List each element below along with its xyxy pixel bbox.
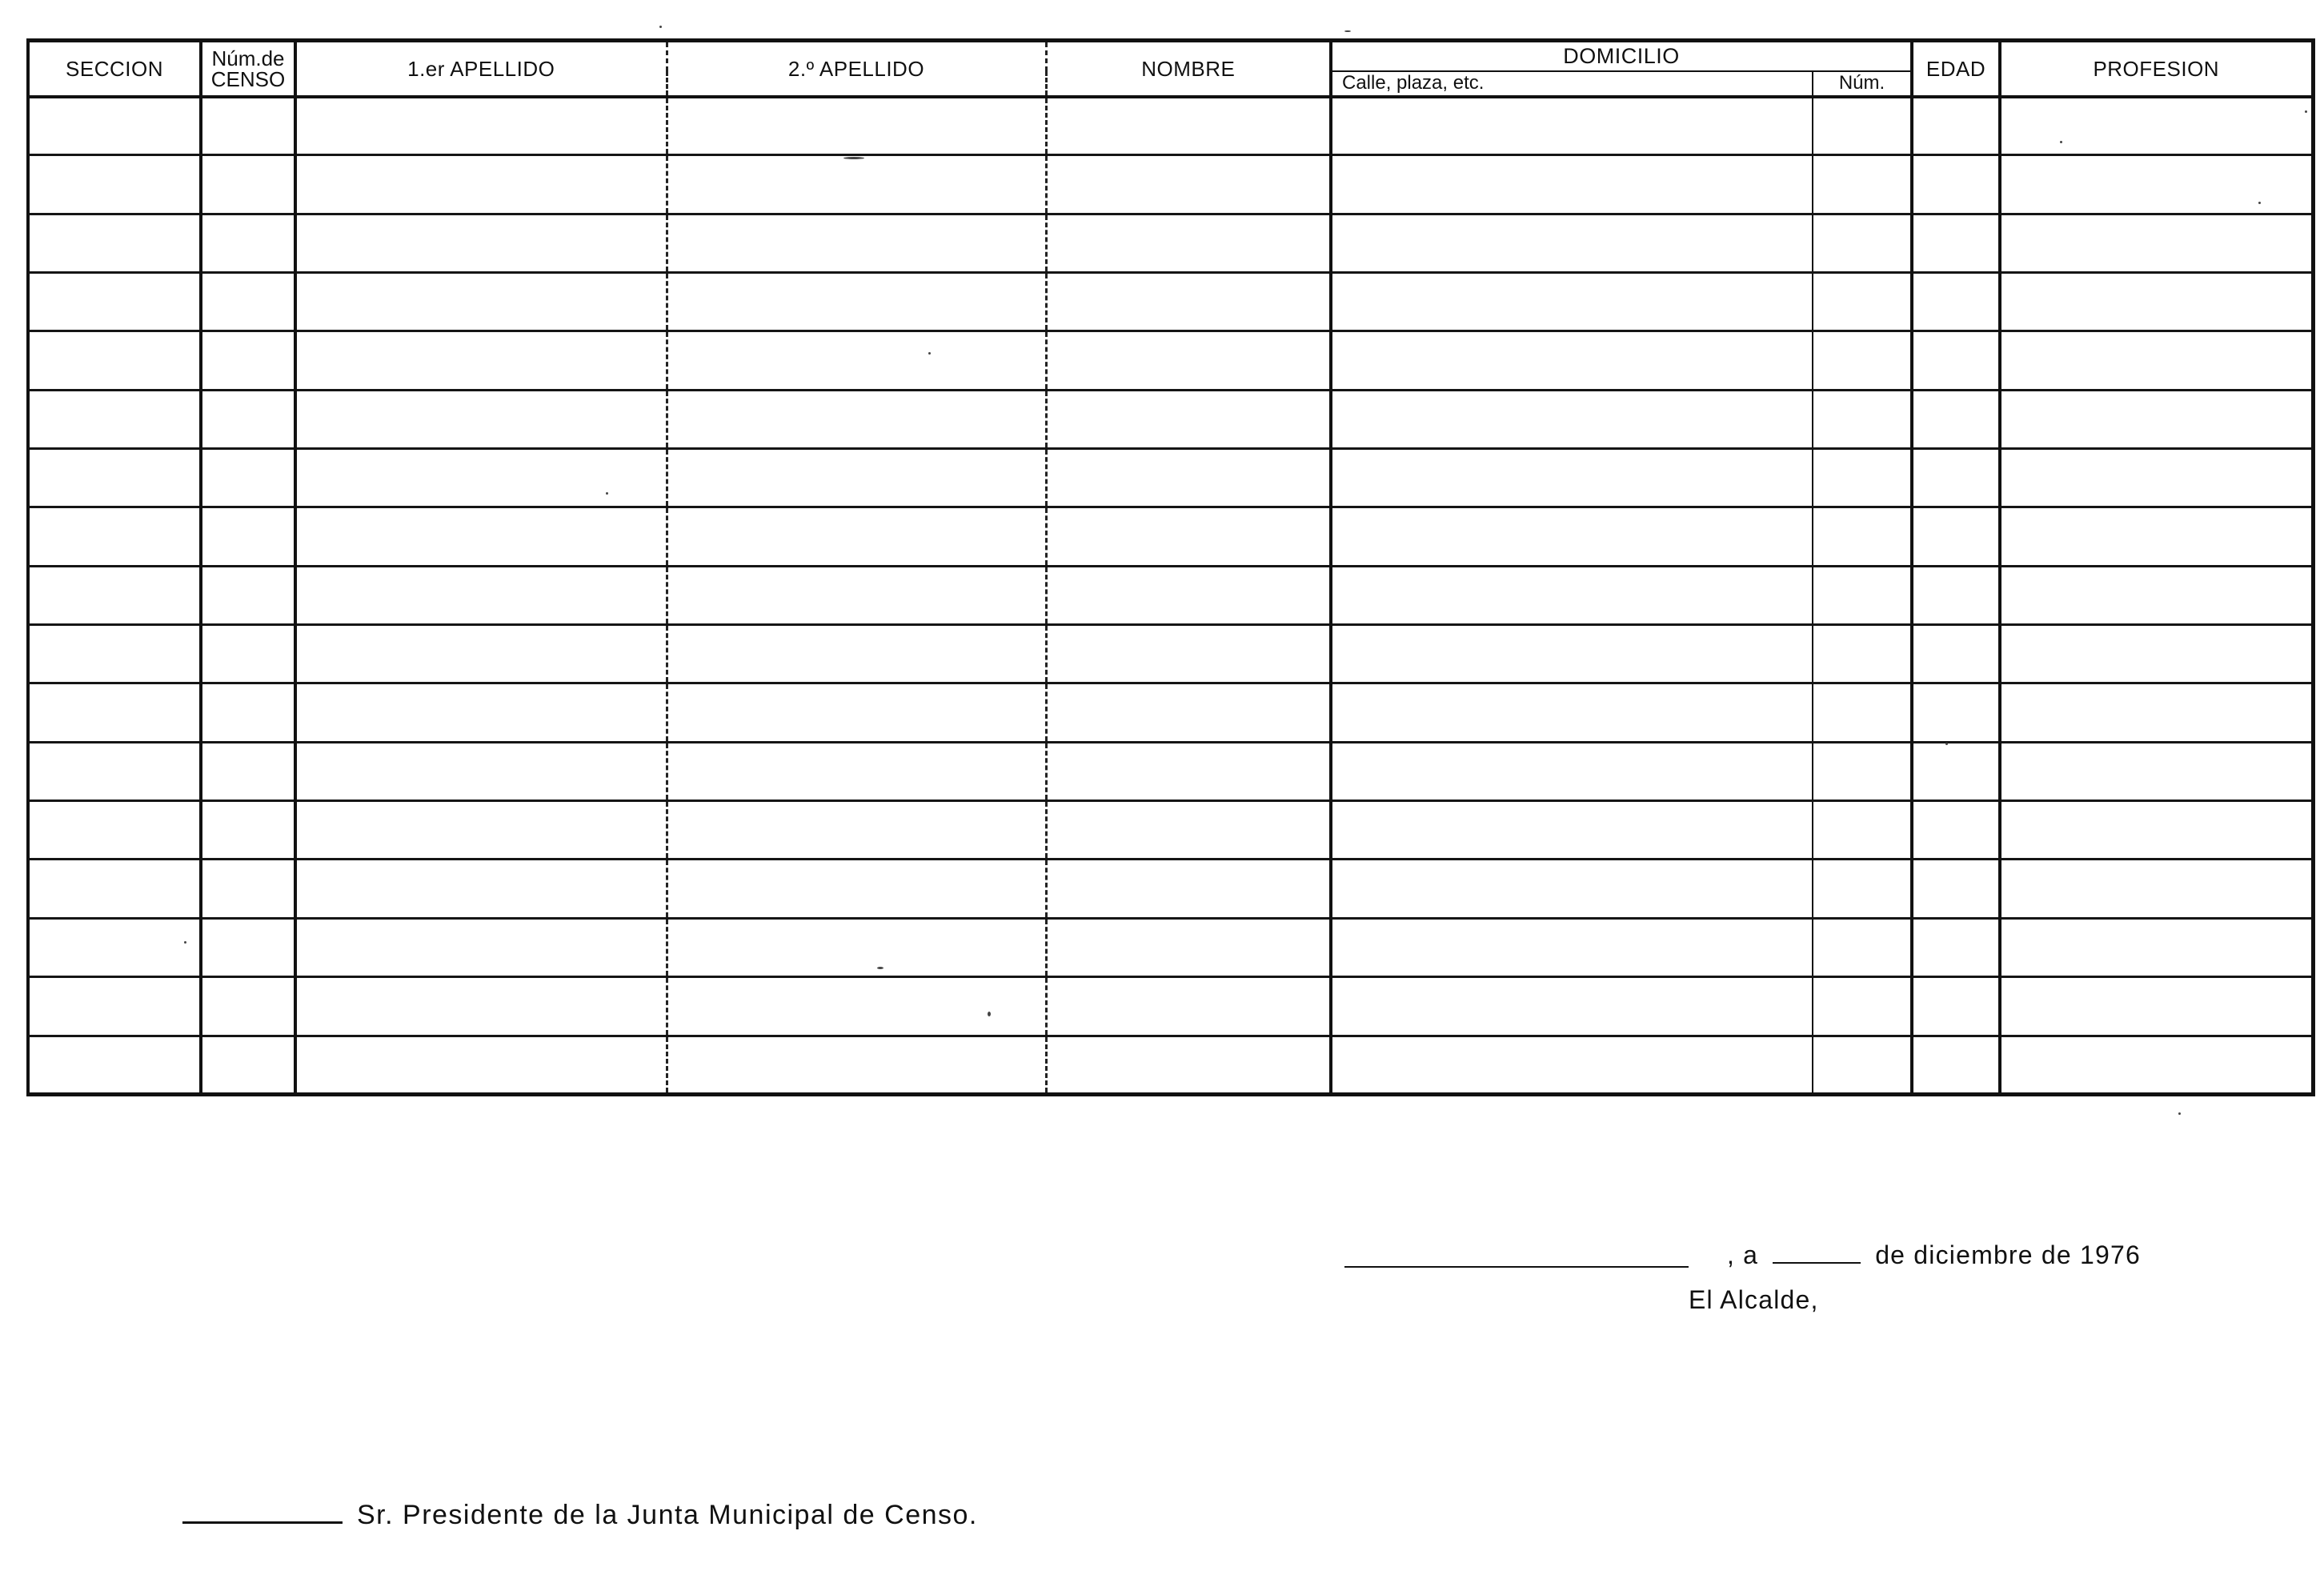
cell-num-censo[interactable] [201, 742, 295, 800]
scan-speck [2178, 1112, 2181, 1115]
cell-apellido-1[interactable] [295, 449, 667, 507]
cell-apellido-1[interactable] [295, 390, 667, 448]
cell-num-censo[interactable] [201, 155, 295, 214]
cell-profesion[interactable] [2000, 683, 2313, 742]
cell-seccion[interactable] [28, 390, 201, 448]
header-domicilio-calle: Calle, plaza, etc. [1331, 71, 1813, 97]
scan-speck [659, 26, 662, 28]
cell-domicilio-calle[interactable] [1331, 449, 1813, 507]
addressee-text: Sr. Presidente de la Junta Municipal de Censo. [357, 1500, 978, 1530]
cell-apellido-2[interactable] [667, 977, 1046, 1036]
cell-domicilio-calle[interactable] [1331, 507, 1813, 566]
cell-apellido-1[interactable] [295, 507, 667, 566]
cell-profesion[interactable] [2000, 97, 2313, 155]
header-num-censo [201, 41, 295, 97]
addressee-blank-line [182, 1521, 343, 1524]
cell-apellido-2[interactable] [667, 507, 1046, 566]
cell-nombre[interactable] [1046, 214, 1331, 272]
cell-domicilio-num[interactable] [1813, 860, 1912, 918]
cell-num-censo[interactable] [201, 566, 295, 624]
cell-edad[interactable] [1912, 273, 2000, 331]
cell-edad[interactable] [1912, 1036, 2000, 1095]
cell-edad[interactable] [1912, 97, 2000, 155]
table-row [28, 155, 2313, 214]
cell-domicilio-num[interactable] [1813, 390, 1912, 448]
header-nombre: NOMBRE [1046, 41, 1331, 97]
scan-speck [2258, 202, 2261, 204]
cell-edad[interactable] [1912, 977, 2000, 1036]
cell-edad[interactable] [1912, 918, 2000, 976]
table-row [28, 860, 2313, 918]
cell-apellido-2[interactable] [667, 625, 1046, 683]
date-suffix: de diciembre de 1976 [1875, 1240, 2141, 1269]
cell-seccion[interactable] [28, 742, 201, 800]
cell-nombre[interactable] [1046, 566, 1331, 624]
cell-edad[interactable] [1912, 742, 2000, 800]
cell-profesion[interactable] [2000, 625, 2313, 683]
header-domicilio-num: Núm. [1813, 71, 1912, 97]
scan-speck [2060, 141, 2062, 143]
cell-seccion[interactable] [28, 273, 201, 331]
cell-seccion[interactable] [28, 214, 201, 272]
cell-nombre[interactable] [1046, 449, 1331, 507]
cell-num-censo[interactable] [201, 390, 295, 448]
cell-apellido-1[interactable] [295, 625, 667, 683]
cell-apellido-1[interactable] [295, 214, 667, 272]
cell-domicilio-num[interactable] [1813, 507, 1912, 566]
cell-apellido-2[interactable] [667, 97, 1046, 155]
cell-seccion[interactable] [28, 683, 201, 742]
cell-nombre[interactable] [1046, 390, 1331, 448]
cell-apellido-2[interactable] [667, 742, 1046, 800]
table-row [28, 214, 2313, 272]
cell-profesion[interactable] [2000, 214, 2313, 272]
table-row [28, 449, 2313, 507]
cell-domicilio-num[interactable] [1813, 625, 1912, 683]
scan-speck [843, 157, 864, 159]
cell-profesion[interactable] [2000, 390, 2313, 448]
scan-speck [928, 352, 931, 355]
cell-edad[interactable] [1912, 566, 2000, 624]
place-blank-line [1344, 1266, 1689, 1268]
cell-seccion[interactable] [28, 918, 201, 976]
cell-profesion[interactable] [2000, 331, 2313, 390]
table-row [28, 918, 2313, 976]
cell-num-censo[interactable] [201, 331, 295, 390]
cell-apellido-1[interactable] [295, 683, 667, 742]
cell-domicilio-num[interactable] [1813, 566, 1912, 624]
cell-nombre[interactable] [1046, 155, 1331, 214]
header-edad: EDAD [1912, 41, 2000, 97]
cell-nombre[interactable] [1046, 742, 1331, 800]
cell-seccion[interactable] [28, 860, 201, 918]
cell-domicilio-num[interactable] [1813, 97, 1912, 155]
cell-domicilio-num[interactable] [1813, 1036, 1912, 1095]
cell-domicilio-calle[interactable] [1331, 625, 1813, 683]
cell-num-censo[interactable] [201, 625, 295, 683]
cell-edad[interactable] [1912, 860, 2000, 918]
cell-domicilio-calle[interactable] [1331, 155, 1813, 214]
cell-apellido-1[interactable] [295, 1036, 667, 1095]
cell-seccion[interactable] [28, 566, 201, 624]
signer-title: El Alcalde, [1689, 1285, 1819, 1314]
cell-nombre[interactable] [1046, 625, 1331, 683]
cell-nombre[interactable] [1046, 1036, 1331, 1095]
header-profesion: PROFESION [2000, 41, 2313, 97]
cell-edad[interactable] [1912, 449, 2000, 507]
header-domicilio: DOMICILIO [1331, 41, 1912, 71]
cell-profesion[interactable] [2000, 566, 2313, 624]
table-row [28, 507, 2313, 566]
header-apellido-1: 1.er APELLIDO [295, 41, 667, 97]
header-num-censo-line1: Núm.de [211, 46, 285, 70]
cell-domicilio-calle[interactable] [1331, 977, 1813, 1036]
cell-profesion[interactable] [2000, 449, 2313, 507]
cell-domicilio-num[interactable] [1813, 273, 1912, 331]
cell-apellido-1[interactable] [295, 801, 667, 860]
date-prefix: , a [1727, 1240, 1759, 1269]
cell-seccion[interactable] [28, 977, 201, 1036]
cell-edad[interactable] [1912, 507, 2000, 566]
cell-apellido-2[interactable] [667, 801, 1046, 860]
cell-domicilio-num[interactable] [1813, 331, 1912, 390]
cell-seccion[interactable] [28, 801, 201, 860]
cell-apellido-2[interactable] [667, 273, 1046, 331]
table-row [28, 625, 2313, 683]
cell-profesion[interactable] [2000, 507, 2313, 566]
cell-domicilio-calle[interactable] [1331, 214, 1813, 272]
cell-num-censo[interactable] [201, 1036, 295, 1095]
cell-seccion[interactable] [28, 449, 201, 507]
cell-profesion[interactable] [2000, 742, 2313, 800]
cell-seccion[interactable] [28, 97, 201, 155]
cell-edad[interactable] [1912, 625, 2000, 683]
cell-num-censo[interactable] [201, 273, 295, 331]
cell-edad[interactable] [1912, 683, 2000, 742]
cell-domicilio-num[interactable] [1813, 214, 1912, 272]
cell-profesion[interactable] [2000, 155, 2313, 214]
cell-nombre[interactable] [1046, 860, 1331, 918]
cell-profesion[interactable] [2000, 801, 2313, 860]
cell-domicilio-calle[interactable] [1331, 1036, 1813, 1095]
cell-apellido-2[interactable] [667, 860, 1046, 918]
table-row [28, 97, 2313, 155]
cell-domicilio-num[interactable] [1813, 155, 1912, 214]
cell-apellido-2[interactable] [667, 566, 1046, 624]
cell-profesion[interactable] [2000, 273, 2313, 331]
cell-domicilio-calle[interactable] [1331, 918, 1813, 976]
scan-speck [1344, 30, 1351, 32]
signature-block [1344, 1232, 2193, 1321]
cell-apellido-2[interactable] [667, 918, 1046, 976]
cell-edad[interactable] [1912, 214, 2000, 272]
table-row [28, 742, 2313, 800]
cell-num-censo[interactable] [201, 449, 295, 507]
header-seccion: SECCION [28, 41, 201, 97]
cell-apellido-1[interactable] [295, 97, 667, 155]
cell-domicilio-calle[interactable] [1331, 273, 1813, 331]
cell-nombre[interactable] [1046, 977, 1331, 1036]
cell-profesion[interactable] [2000, 977, 2313, 1036]
cell-seccion[interactable] [28, 1036, 201, 1095]
cell-apellido-1[interactable] [295, 566, 667, 624]
cell-apellido-2[interactable] [667, 1036, 1046, 1095]
cell-num-censo[interactable] [201, 97, 295, 155]
cell-nombre[interactable] [1046, 801, 1331, 860]
cell-edad[interactable] [1912, 801, 2000, 860]
cell-apellido-1[interactable] [295, 155, 667, 214]
scan-speck [184, 941, 186, 944]
cell-domicilio-calle[interactable] [1331, 801, 1813, 860]
cell-apellido-1[interactable] [295, 331, 667, 390]
cell-edad[interactable] [1912, 331, 2000, 390]
cell-apellido-1[interactable] [295, 918, 667, 976]
cell-num-censo[interactable] [201, 860, 295, 918]
cell-domicilio-calle[interactable] [1331, 683, 1813, 742]
table-row [28, 683, 2313, 742]
scan-speck [877, 967, 884, 969]
cell-apellido-1[interactable] [295, 860, 667, 918]
scan-speck [606, 492, 608, 495]
cell-nombre[interactable] [1046, 683, 1331, 742]
cell-nombre[interactable] [1046, 331, 1331, 390]
cell-apellido-1[interactable] [295, 742, 667, 800]
cell-edad[interactable] [1912, 155, 2000, 214]
table-row [28, 273, 2313, 331]
cell-domicilio-calle[interactable] [1331, 97, 1813, 155]
header-row [28, 41, 2313, 71]
table-row [28, 390, 2313, 448]
header-apellido-2: 2.º APELLIDO [667, 41, 1046, 97]
addressee-line [182, 1500, 1143, 1538]
cell-apellido-2[interactable] [667, 155, 1046, 214]
cell-domicilio-calle[interactable] [1331, 566, 1813, 624]
cell-domicilio-calle[interactable] [1331, 860, 1813, 918]
cell-profesion[interactable] [2000, 860, 2313, 918]
cell-seccion[interactable] [28, 331, 201, 390]
cell-edad[interactable] [1912, 390, 2000, 448]
day-blank-line [1773, 1261, 1861, 1264]
cell-nombre[interactable] [1046, 97, 1331, 155]
census-table-body [28, 97, 2313, 1095]
cell-apellido-2[interactable] [667, 390, 1046, 448]
cell-num-censo[interactable] [201, 801, 295, 860]
cell-seccion[interactable] [28, 155, 201, 214]
cell-domicilio-num[interactable] [1813, 801, 1912, 860]
table-row [28, 1036, 2313, 1095]
cell-nombre[interactable] [1046, 507, 1331, 566]
date-line [1727, 1240, 2141, 1270]
cell-num-censo[interactable] [201, 507, 295, 566]
cell-nombre[interactable] [1046, 273, 1331, 331]
scan-speck [2305, 110, 2307, 113]
cell-domicilio-calle[interactable] [1331, 331, 1813, 390]
table-row [28, 801, 2313, 860]
cell-apellido-1[interactable] [295, 273, 667, 331]
cell-apellido-1[interactable] [295, 977, 667, 1036]
scan-speck [988, 1012, 991, 1016]
cell-domicilio-calle[interactable] [1331, 390, 1813, 448]
cell-seccion[interactable] [28, 625, 201, 683]
cell-seccion[interactable] [28, 507, 201, 566]
cell-apellido-2[interactable] [667, 683, 1046, 742]
cell-num-censo[interactable] [201, 683, 295, 742]
cell-profesion[interactable] [2000, 918, 2313, 976]
cell-domicilio-num[interactable] [1813, 683, 1912, 742]
census-form-table [26, 38, 2315, 1096]
cell-profesion[interactable] [2000, 1036, 2313, 1095]
cell-domicilio-num[interactable] [1813, 918, 1912, 976]
cell-num-censo[interactable] [201, 977, 295, 1036]
cell-apellido-2[interactable] [667, 331, 1046, 390]
cell-num-censo[interactable] [201, 214, 295, 272]
cell-nombre[interactable] [1046, 918, 1331, 976]
cell-num-censo[interactable] [201, 918, 295, 976]
scan-speck [1945, 743, 1948, 745]
header-num-censo-line2: CENSO [210, 66, 286, 91]
table-row [28, 977, 2313, 1036]
cell-domicilio-num[interactable] [1813, 977, 1912, 1036]
cell-apellido-2[interactable] [667, 214, 1046, 272]
cell-apellido-2[interactable] [667, 449, 1046, 507]
cell-domicilio-num[interactable] [1813, 742, 1912, 800]
cell-domicilio-calle[interactable] [1331, 742, 1813, 800]
table-row [28, 566, 2313, 624]
table-row [28, 331, 2313, 390]
cell-domicilio-num[interactable] [1813, 449, 1912, 507]
